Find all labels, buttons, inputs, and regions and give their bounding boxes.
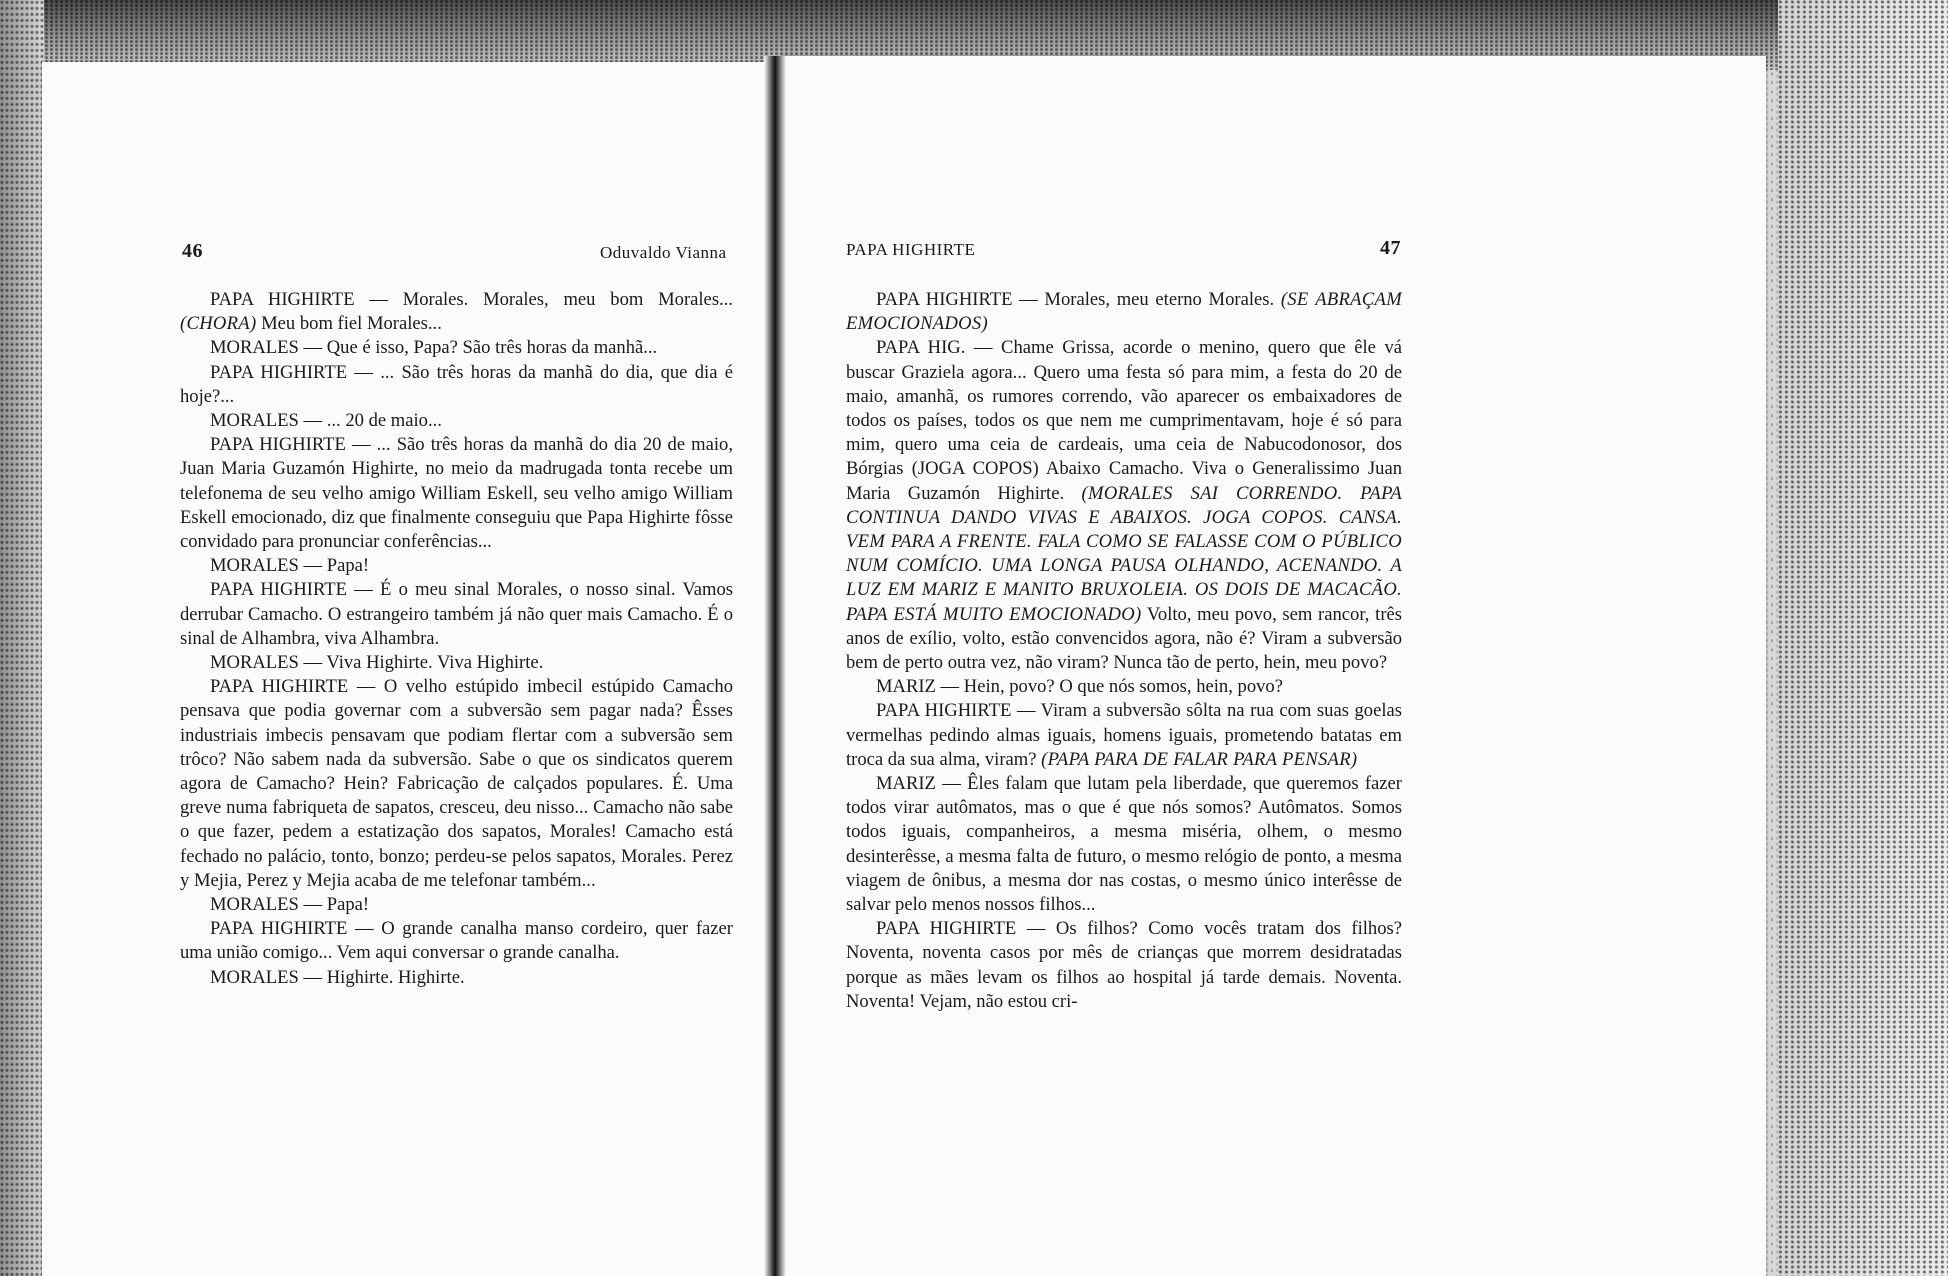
- right-page-text: [846, 288, 1402, 1014]
- stage-direction: (MORALES SAI CORRENDO. PAPA CONTINUA DANDO VIVAS E ABAIXOS. JOGA COPOS. CANSA. VEM PARA A FRENTE. FALA COMO SE FALASSE COM O PÚBLICO NUM COMÍCIO. UMA LONGA PAUSA OLHANDO, ACENANDO. A LUZ EM MARIZ E MANITO BRUXOLEIA. OS DOIS DE MACACÃO. PAPA ESTÁ MUITO EMOCIONADO): [846, 482, 1402, 625]
- dialogue-paragraph: PAPA HIGHIRTE — ... São três horas da manhã do dia 20 de maio, Juan Maria Guzamón Highirte, no meio da madrugada tonta recebe um telefonema de seu velho amigo William Eskell, seu velho amigo William Eskell emocionado, diz que finalmente conseguiu que Papa Highirte fôsse convidado para pronunciar conferências...: [180, 434, 733, 553]
- dialogue-paragraph: MORALES — Que é isso, Papa? São três horas da manhã...: [210, 337, 658, 359]
- dialogue-paragraph: PAPA HIGHIRTE — É o meu sinal Morales, o nosso sinal. Vamos derrubar Camacho. O estrangeiro também já não quer mais Camacho. É o sinal de Alhambra, viva Alhambra.: [180, 579, 733, 649]
- scan-left-edge: [0, 0, 44, 1276]
- dialogue-paragraph: MARIZ — Êles falam que lutam pela liberdade, que queremos fazer todos virar autômatos, mas o que é que nós somos? Autômatos. Somos todos iguais, companheiros, a mesma miséria, olhem, o mesmo desinterêsse, a mesma falta de futuro, o mesmo relógio de ponto, a mesma viagem de ônibus, a mesma dor nas costas, o mesmo único interêsse de salvar pelo menos nossos filhos...: [846, 773, 1402, 916]
- dialogue-paragraph: PAPA HIGHIRTE — O grande canalha manso cordeiro, quer fazer uma união comigo... Vem aqui conversar o grande canalha.: [180, 918, 733, 964]
- scan-right-edge: [1778, 0, 1948, 1276]
- right-page-number: 47: [1380, 237, 1401, 259]
- dialogue-paragraph: PAPA HIGHIRTE — Os filhos? Como vocês tratam dos filhos? Noventa, noventa casos por mês de crianças que morrem desidratadas porque as mães levam os filhos ao hospital já tarde demais. Noventa. Noventa! Vejam, não estou cri-: [846, 918, 1402, 1012]
- dialogue-paragraph: MORALES — Papa!: [210, 555, 370, 577]
- dialogue-paragraph: PAPA HIGHIRTE — ... São três horas da manhã do dia, que dia é hoje?...: [180, 361, 733, 407]
- stage-direction: (CHORA): [180, 313, 257, 335]
- stage-direction: (SE ABRAÇAM EMOCIONADOS): [846, 289, 1402, 335]
- left-running-head: Oduvaldo Vianna: [600, 243, 727, 262]
- dialogue-paragraph: MORALES — Papa!: [210, 894, 370, 916]
- book-gutter: [764, 56, 786, 1276]
- dialogue-paragraph: PAPA HIGHIRTE — O velho estúpido imbecil estúpido Camacho pensava que podia governar com a subversão sem pagar nada? Êsses industriais imbecis pensavam que podiam flertar com a subversão sem trôco? Não sabem nada da subversão. Sabe o que os sindicatos querem agora de Camacho? Hein? Fabricação de calçados populares. É. Uma greve numa fabriqueta de sapatos, cresceu, deu nisso... Camacho não sabe o que fazer, pedem a estatização dos sapatos, Morales! Camacho está fechado no palácio, tonto, bonzo; perdeu-se pelos sapatos, Morales. Perez y Mejia, Perez y Mejia acaba de me telefonar também...: [180, 676, 733, 891]
- dialogue-paragraph: MORALES — Highirte. Highirte.: [210, 966, 465, 988]
- dialogue-paragraph: PAPA HIGHIRTE — Morales, meu eterno Morales. (SE ABRAÇAM EMOCIONADOS): [846, 289, 1402, 335]
- left-page-text: [180, 288, 733, 990]
- dialogue-paragraph: MORALES — ... 20 de maio...: [210, 410, 442, 432]
- dialogue-paragraph: PAPA HIGHIRTE — Viram a subversão sôlta na rua com suas goelas vermelhas pedindo almas iguais, homens iguais, prometendo batatas em troca da sua alma, viram? (PAPA PARA DE FALAR PARA PENSAR): [846, 700, 1402, 770]
- right-running-head: PAPA HIGHIRTE: [846, 240, 976, 259]
- dialogue-paragraph: MARIZ — Hein, povo? O que nós somos, hein, povo?: [876, 676, 1283, 698]
- stage-direction: (PAPA PARA DE FALAR PARA PENSAR): [1041, 748, 1358, 770]
- dialogue-paragraph: PAPA HIGHIRTE — Morales. Morales, meu bom Morales... (CHORA) Meu bom fiel Morales...: [180, 289, 733, 335]
- left-page-number: 46: [182, 240, 203, 262]
- dialogue-paragraph: MORALES — Viva Highirte. Viva Highirte.: [210, 652, 544, 674]
- dialogue-paragraph: PAPA HIG. — Chame Grissa, acorde o menino, quero que êle vá buscar Graziela agora... Quero uma festa só para mim, a festa do 20 de maio, amanhã, os rumores correndo, vão aparecer os embaixadores de todos os países, todos os que nem me cumprimentavam, hoje é só para mim, quero uma ceia de cardeais, uma ceia de Nabucodonosor, dos Bórgias (JOGA COPOS) Abaixo Camacho. Viva o Generalissimo Juan Maria Guzamón Highirte. (MORALES SAI CORRENDO. PAPA CONTINUA DANDO VIVAS E ABAIXOS. JOGA COPOS. CANSA. VEM PARA A FRENTE. FALA COMO SE FALASSE COM O PÚBLICO NUM COMÍCIO. UMA LONGA PAUSA OLHANDO, ACENANDO. A LUZ EM MARIZ E MANITO BRUXOLEIA. OS DOIS DE MACACÃO. PAPA ESTÁ MUITO EMOCIONADO) Volto, meu povo, sem rancor, três anos de exílio, volto, estão convencidos agora, não é? Viram a subversão bem de perto outra vez, não viram? Nunca tão de perto, hein, meu povo?: [846, 337, 1402, 674]
